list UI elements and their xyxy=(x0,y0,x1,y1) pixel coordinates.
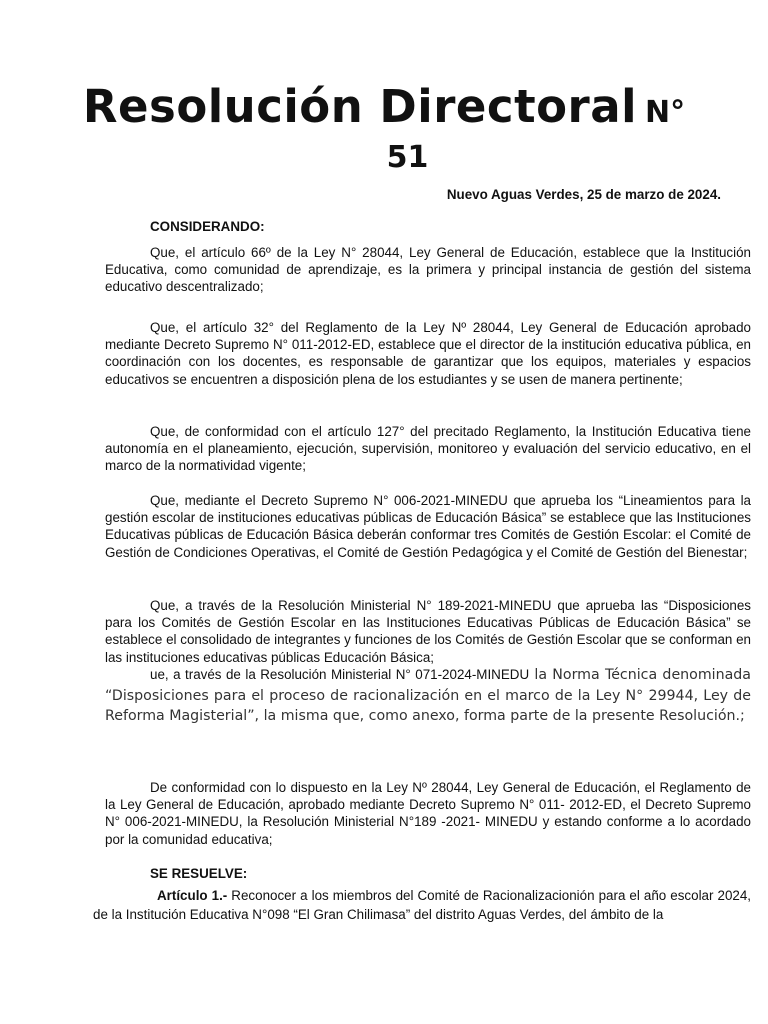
considering-heading: CONSIDERANDO: xyxy=(150,219,265,234)
article-1-label: Artículo 1.- xyxy=(157,888,228,903)
resolution-number: 51 xyxy=(386,140,429,175)
paragraph-text: Que, el artículo 32° del Reglamento de la Ley Nº 28044, Ley General de Educación aprobado mediante Decreto Supremo N° 011-2012-ED, establece que el director de la institución educativa pública, en coordinación con los docentes, es responsable de garantizar que los equipos, materiales y espacios educativos se encuentren a disposición plena de los estudiantes y se usen de manera pertinente; xyxy=(105,320,751,387)
paragraph-2 xyxy=(105,319,751,388)
paragraph-text: Que, a través de la Resolución Ministerial N° 189-2021-MINEDU que aprueba las “Disposiciones para los Comités de Gestión Escolar en las Instituciones Educativas Públicas de Educación Básica” se establece el consolidado de integrantes y funciones de los Comités de Gestión Escolar que se conforman en las instituciones educativas públicas Educación Básica; xyxy=(105,598,751,665)
resolves-heading: SE RESUELVE: xyxy=(150,866,248,881)
document-title xyxy=(0,80,768,133)
article-1 xyxy=(93,886,751,924)
paragraph-text: De conformidad con lo dispuesto en la Ley Nº 28044, Ley General de Educación, el Reglamento de la Ley General de Educación, aprobado mediante Decreto Supremo N° 011- 2012-ED, el Decreto Supremo N° 006-2021-MINEDU, la Resolución Ministerial N°189 -2021- MINEDU y estando conforme a lo acordado por la comunidad educativa; xyxy=(105,780,751,847)
paragraph-6-lead: ue, a través de la Resolución Ministerial N° 071-2024-MINEDU xyxy=(150,667,530,682)
paragraph-6-rest: la Norma Técnica denominada “Disposiciones para el proceso de racionalización en el marco de la Ley N° 29944, Ley de Reforma Magisterial”, la misma que, como anexo, forma parte de la presente Resolución.; xyxy=(105,667,751,724)
paragraph-text: Que, de conformidad con el artículo 127° del precitado Reglamento, la Institución Educativa tiene autonomía en el planeamiento, ejecución, supervisión, monitoreo y evaluación del servicio educativo, en el marco de la normatividad vigente; xyxy=(105,424,751,474)
date-line: Nuevo Aguas Verdes, 25 de marzo de 2024. xyxy=(446,187,721,202)
paragraph-4 xyxy=(105,492,751,561)
article-1-text: Reconocer a los miembros del Comité de Racionalizacionión para el año escolar 2024, de la Institución Educativa N°098 “El Gran Chilimasa” del distrito Aguas Verdes, del ámbito de la xyxy=(93,888,751,922)
paragraph-3 xyxy=(105,423,751,475)
number-sign: N° xyxy=(645,95,686,130)
paragraph-5 xyxy=(105,597,751,666)
title-text: Resolución Directoral xyxy=(82,80,638,133)
paragraph-6 xyxy=(105,665,751,727)
paragraph-1 xyxy=(105,244,751,296)
paragraph-7 xyxy=(105,779,751,848)
paragraph-text: Que, mediante el Decreto Supremo N° 006-2021-MINEDU que aprueba los “Lineamientos para la gestión escolar de instituciones educativas públicas de Educación Básica” se establece que las Instituciones Educativas públicas de Educación Básica deberán conformar tres Comités de Gestión Escolar: el Comité de Gestión de Condiciones Operativas, el Comité de Gestión Pedagógica y el Comité de Gestión del Bienestar; xyxy=(105,493,751,560)
paragraph-text: Que, el artículo 66º de la Ley N° 28044, Ley General de Educación, establece que la Institución Educativa, como comunidad de aprendizaje, es la primera y principal instancia de gestión del sistema educativo descentralizado; xyxy=(105,245,751,295)
